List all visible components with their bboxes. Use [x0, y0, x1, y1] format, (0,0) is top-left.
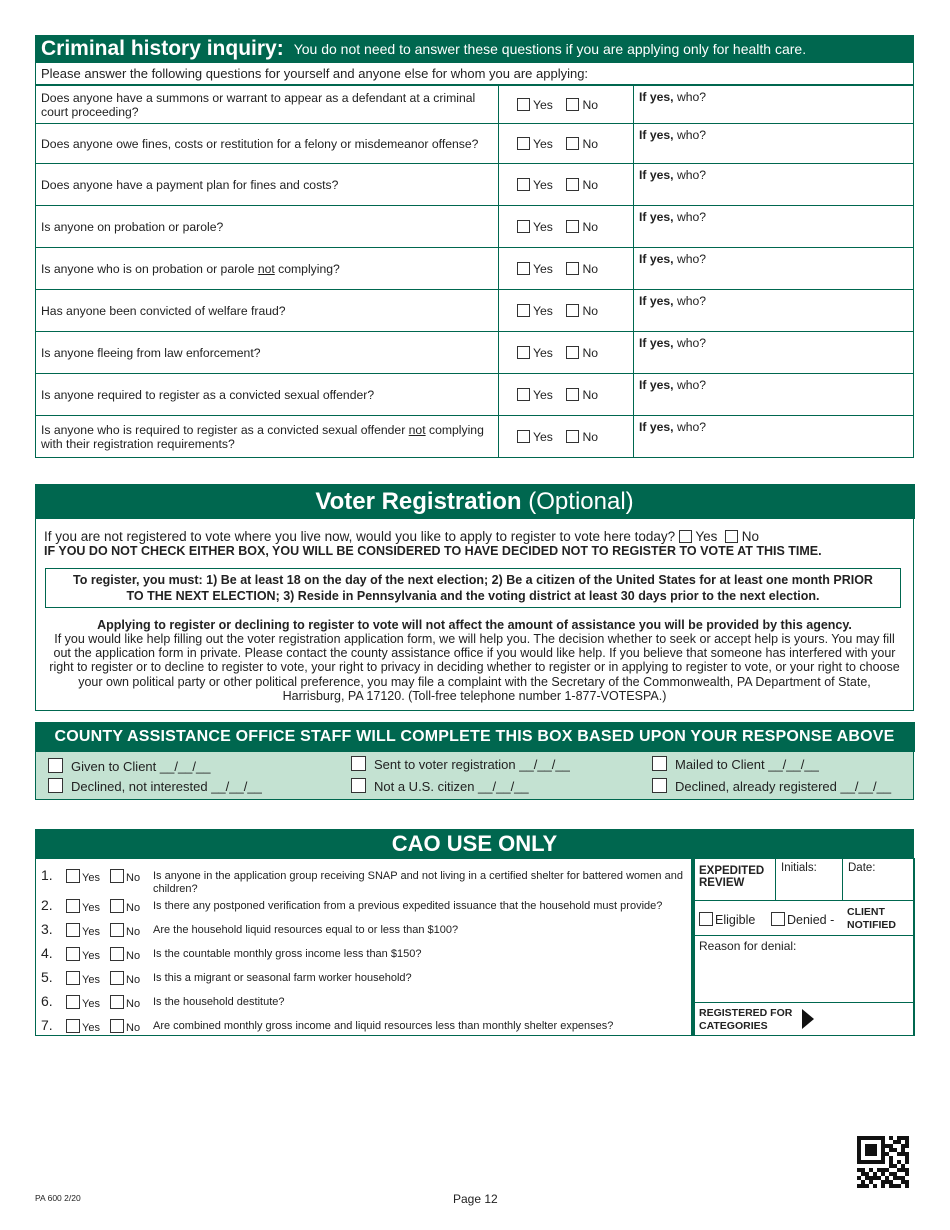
- cao-question-number: 4.: [41, 945, 53, 961]
- cao-no-label: No: [126, 998, 141, 1010]
- denied-label: Denied -: [787, 913, 835, 927]
- denied-checkbox[interactable]: [771, 912, 785, 926]
- eligible-option[interactable]: [699, 912, 755, 927]
- if-yes-label: If yes,: [639, 128, 674, 142]
- criminal-question-row: [36, 124, 914, 164]
- denied-option[interactable]: [771, 912, 834, 927]
- yes-checkbox[interactable]: [517, 304, 530, 317]
- cao-no-checkbox[interactable]: [110, 1019, 124, 1033]
- cao-no-checkbox[interactable]: [110, 869, 124, 883]
- voter-info-paragraph: [36, 618, 913, 704]
- if-yes-who-field[interactable]: [634, 86, 914, 124]
- criminal-question-text: Is anyone on probation or parole?: [36, 206, 499, 248]
- mailed-to-client-item[interactable]: [652, 756, 819, 772]
- county-staff-box: [35, 722, 914, 800]
- cao-no-label: No: [126, 974, 141, 986]
- yes-no-options: [499, 248, 634, 290]
- voter-title-optional: (Optional): [521, 487, 634, 515]
- voter-no-label: No: [741, 528, 759, 544]
- if-yes-label: If yes,: [639, 336, 674, 350]
- if-yes-who-field[interactable]: [634, 290, 914, 332]
- not-us-citizen-label: Not a U.S. citizen __/__/__: [374, 779, 529, 794]
- yes-no-options: [499, 86, 634, 124]
- cao-question-number: 7.: [41, 1017, 53, 1033]
- voter-question: If you are not registered to vote where you live now, would you like to apply to register to vote here today?: [44, 528, 676, 544]
- criminal-question-text: Does anyone have a summons or warrant to appear as a defendant at a criminal court proceeding?: [36, 86, 499, 124]
- no-label: No: [582, 219, 599, 234]
- criminal-question-row: [36, 332, 914, 374]
- if-yes-who-field[interactable]: [634, 248, 914, 290]
- voter-warning: IF YOU DO NOT CHECK EITHER BOX, YOU WILL BE CONSIDERED TO HAVE DECIDED NOT TO REGISTER TO VOTE AT THIS TIME.: [44, 543, 822, 558]
- cao-question-number: 2.: [41, 897, 53, 913]
- yes-label: Yes: [533, 97, 553, 112]
- if-yes-who-field[interactable]: [634, 124, 914, 164]
- criminal-questions-table: [35, 85, 914, 458]
- no-checkbox[interactable]: [566, 98, 579, 111]
- cao-yes-option[interactable]: [66, 899, 100, 914]
- if-yes-label: If yes,: [639, 294, 674, 308]
- no-label: No: [582, 177, 599, 192]
- criminal-question-row: [36, 374, 914, 416]
- yes-label: Yes: [533, 387, 553, 402]
- criminal-question-text: Is anyone who is required to register as a convicted sexual offender not complying with their registration requirements?: [36, 416, 499, 458]
- who-label: who?: [673, 420, 707, 434]
- cao-yes-option[interactable]: [66, 995, 100, 1010]
- yes-checkbox[interactable]: [517, 346, 530, 359]
- who-label: who?: [673, 210, 707, 224]
- mailed-to-client-label: Mailed to Client __/__/__: [675, 757, 819, 772]
- no-label: No: [582, 303, 599, 318]
- criminal-question-row: [36, 290, 914, 332]
- not-us-citizen-item[interactable]: [351, 778, 529, 794]
- cao-question-number: 6.: [41, 993, 53, 1009]
- cao-yes-checkbox[interactable]: [66, 1019, 80, 1033]
- criminal-question-row: [36, 164, 914, 206]
- yes-label: Yes: [533, 136, 553, 151]
- cao-no-option[interactable]: [110, 923, 140, 938]
- declined-not-interested-label: Declined, not interested __/__/__: [71, 779, 262, 794]
- criminal-question-text: Does anyone owe fines, costs or restitution for a felony or misdemeanor offense?: [36, 124, 499, 164]
- sent-to-voter-registration-checkbox[interactable]: [351, 756, 366, 771]
- eligibility-row: [695, 900, 915, 936]
- if-yes-who-field[interactable]: [634, 164, 914, 206]
- no-checkbox[interactable]: [566, 346, 579, 359]
- criminal-question-text: Has anyone been convicted of welfare fraud?: [36, 290, 499, 332]
- voter-yes-checkbox[interactable]: [679, 530, 692, 543]
- expedited-review-label: [695, 858, 776, 901]
- cao-no-label: No: [126, 950, 141, 962]
- no-label: No: [582, 429, 599, 444]
- voter-registration-section: [35, 484, 914, 711]
- mailed-to-client-checkbox[interactable]: [652, 756, 667, 771]
- initials-field[interactable]: [775, 858, 843, 901]
- no-checkbox[interactable]: [566, 220, 579, 233]
- reason-for-denial-field[interactable]: [695, 935, 915, 1003]
- cao-yes-label: Yes: [82, 1022, 100, 1034]
- criminal-question-row: [36, 206, 914, 248]
- no-label: No: [582, 261, 599, 276]
- cao-yes-label: Yes: [82, 872, 100, 884]
- if-yes-who-field[interactable]: [634, 206, 914, 248]
- page-number: Page 12: [453, 1192, 498, 1206]
- cao-no-checkbox[interactable]: [110, 995, 124, 1009]
- no-checkbox[interactable]: [566, 388, 579, 401]
- if-yes-who-field[interactable]: [634, 374, 914, 416]
- cao-no-label: No: [126, 1022, 141, 1034]
- cao-no-option[interactable]: [110, 1019, 140, 1034]
- criminal-history-subtitle: You do not need to answer these questions if you are applying only for health care.: [293, 41, 807, 57]
- who-label: who?: [673, 252, 707, 266]
- voter-no-checkbox[interactable]: [725, 530, 738, 543]
- no-checkbox[interactable]: [566, 304, 579, 317]
- cao-no-option[interactable]: [110, 971, 140, 986]
- cao-yes-checkbox[interactable]: [66, 923, 80, 937]
- criminal-history-intro: Please answer the following questions for yourself and anyone else for whom you are applying:: [35, 63, 914, 85]
- cao-yes-checkbox[interactable]: [66, 947, 80, 961]
- yes-no-options: [499, 290, 634, 332]
- yes-no-options: [499, 416, 634, 458]
- who-label: who?: [673, 168, 707, 182]
- date-label: Date:: [848, 862, 876, 874]
- cao-no-label: No: [126, 902, 141, 914]
- cao-question-number: 3.: [41, 921, 53, 937]
- who-label: who?: [673, 336, 707, 350]
- cao-no-option[interactable]: [110, 947, 140, 962]
- date-field[interactable]: [842, 858, 915, 901]
- cao-question-number: 1.: [41, 867, 53, 883]
- yes-no-options: [499, 332, 634, 374]
- cao-yes-checkbox[interactable]: [66, 899, 80, 913]
- yes-label: Yes: [533, 303, 553, 318]
- declined-not-interested-item[interactable]: [48, 778, 262, 794]
- registered-for-categories-row: [695, 1002, 915, 1036]
- expedited-review-text: EXPEDITED REVIEW: [699, 865, 765, 889]
- cao-yes-option[interactable]: [66, 869, 100, 884]
- eligible-checkbox[interactable]: [699, 912, 713, 926]
- given-to-client-checkbox[interactable]: [48, 758, 63, 773]
- criminal-history-section: [35, 35, 914, 458]
- cao-yes-option[interactable]: [66, 1019, 100, 1034]
- client-notified-label: CLIENT NOTIFIED: [847, 906, 896, 931]
- cao-no-label: No: [126, 872, 141, 884]
- declined-already-registered-checkbox[interactable]: [652, 778, 667, 793]
- cao-yes-label: Yes: [82, 902, 100, 914]
- cao-no-option[interactable]: [110, 995, 140, 1010]
- yes-checkbox[interactable]: [517, 430, 530, 443]
- yes-label: Yes: [533, 261, 553, 276]
- cao-yes-checkbox[interactable]: [66, 995, 80, 1009]
- cao-yes-option[interactable]: [66, 923, 100, 938]
- if-yes-label: If yes,: [639, 210, 674, 224]
- if-yes-label: If yes,: [639, 420, 674, 434]
- no-checkbox[interactable]: [566, 178, 579, 191]
- cao-no-checkbox[interactable]: [110, 923, 124, 937]
- yes-label: Yes: [533, 429, 553, 444]
- declined-already-registered-label: Declined, already registered __/__/__: [675, 779, 892, 794]
- cao-question-text: Is this a migrant or seasonal farm worker household?: [153, 972, 412, 984]
- sent-to-voter-registration-label: Sent to voter registration __/__/__: [374, 757, 570, 772]
- who-label: who?: [673, 90, 707, 104]
- cao-no-option[interactable]: [110, 869, 140, 884]
- yes-checkbox[interactable]: [517, 220, 530, 233]
- who-label: who?: [673, 378, 707, 392]
- criminal-question-row: [36, 416, 914, 458]
- if-yes-who-field[interactable]: [634, 332, 914, 374]
- who-label: who?: [673, 294, 707, 308]
- cao-question-text: Is anyone in the application group receiving SNAP and not living in a certified shelter for battered women and children?: [153, 870, 683, 895]
- no-label: No: [582, 387, 599, 402]
- yes-label: Yes: [533, 345, 553, 360]
- cao-yes-label: Yes: [82, 950, 100, 962]
- cao-use-only-header: CAO USE ONLY: [35, 829, 914, 858]
- if-yes-label: If yes,: [639, 252, 674, 266]
- no-label: No: [582, 97, 599, 112]
- yes-checkbox[interactable]: [517, 137, 530, 150]
- criminal-question-row: [36, 248, 914, 290]
- cao-question-text: Is the household destitute?: [153, 996, 285, 1008]
- cao-yes-option[interactable]: [66, 971, 100, 986]
- yes-label: Yes: [533, 219, 553, 234]
- cao-use-only-section: [35, 858, 914, 1036]
- cao-yes-checkbox[interactable]: [66, 971, 80, 985]
- no-checkbox[interactable]: [566, 137, 579, 150]
- yes-no-options: [499, 124, 634, 164]
- declined-already-registered-item[interactable]: [652, 778, 891, 794]
- criminal-question-text: Is anyone fleeing from law enforcement?: [36, 332, 499, 374]
- given-to-client-item[interactable]: [48, 758, 210, 774]
- no-checkbox[interactable]: [566, 262, 579, 275]
- given-to-client-label: Given to Client __/__/__: [71, 759, 211, 774]
- county-staff-header: COUNTY ASSISTANCE OFFICE STAFF WILL COMPLETE THIS BOX BASED UPON YOUR RESPONSE ABOVE: [35, 722, 915, 752]
- no-checkbox[interactable]: [566, 430, 579, 443]
- qr-code-icon: [857, 1136, 909, 1188]
- initials-label: Initials:: [781, 862, 817, 874]
- if-yes-label: If yes,: [639, 168, 674, 182]
- criminal-history-title: Criminal history inquiry:: [41, 37, 284, 60]
- cao-yes-checkbox[interactable]: [66, 869, 80, 883]
- yes-checkbox[interactable]: [517, 178, 530, 191]
- cao-no-checkbox[interactable]: [110, 971, 124, 985]
- if-yes-label: If yes,: [639, 90, 674, 104]
- cao-no-option[interactable]: [110, 899, 140, 914]
- no-label: No: [582, 136, 599, 151]
- eligible-label: Eligible: [715, 913, 756, 927]
- cao-yes-label: Yes: [82, 998, 100, 1010]
- reason-for-denial-label: Reason for denial:: [699, 939, 797, 953]
- cao-question-text: Are combined monthly gross income and liquid resources less than monthly shelter expenses?: [153, 1020, 614, 1032]
- if-yes-who-field[interactable]: [634, 416, 914, 458]
- cao-no-checkbox[interactable]: [110, 947, 124, 961]
- not-us-citizen-checkbox[interactable]: [351, 778, 366, 793]
- yes-checkbox[interactable]: [517, 388, 530, 401]
- criminal-history-header: [35, 35, 914, 63]
- arrow-right-icon: [801, 1008, 815, 1030]
- voter-yes-label: Yes: [695, 528, 718, 544]
- voter-requirements-box: To register, you must: 1) Be at least 18 on the day of the next election; 2) Be a citizen of the United States for at least one month PRIOR TO THE NEXT ELECTION; 3) Reside in Pennsylvania and the voting district at least 30 days prior to the next election.: [45, 568, 901, 608]
- registered-for-categories-label: REGISTERED FOR CATEGORIES: [699, 1007, 793, 1032]
- voter-registration-header: [35, 484, 915, 519]
- sent-to-voter-registration-item[interactable]: [351, 756, 570, 772]
- cao-question-text: Is the countable monthly gross income less than $150?: [153, 948, 422, 960]
- expedited-review-panel: [691, 858, 915, 1036]
- voter-info-text: If you would like help filling out the voter registration application form, we will help you. The decision whether to seek or accept help is yours. You may fill out the application form in private. Please contact the county assistance office if you would like help. If you believe that someone has interfered with your right to register or to decline to register to vote, your right to privacy in deciding whether to register or in applying to register to vote, or your right to choose your own political party or other political preference, you may file a complaint with the Secretary of the Commonwealth, PA Department of State, Harrisburg, PA 17120. (Toll-free telephone number 1-877-VOTESPA.): [49, 631, 900, 703]
- cao-question-text: Are the household liquid resources equal to or less than $100?: [153, 924, 459, 936]
- cao-yes-option[interactable]: [66, 947, 100, 962]
- declined-not-interested-checkbox[interactable]: [48, 778, 63, 793]
- yes-no-options: [499, 374, 634, 416]
- form-id: PA 600 2/20: [35, 1193, 81, 1203]
- cao-yes-label: Yes: [82, 926, 100, 938]
- cao-question-number: 5.: [41, 969, 53, 985]
- no-label: No: [582, 345, 599, 360]
- cao-yes-label: Yes: [82, 974, 100, 986]
- voter-title: Voter Registration: [315, 487, 522, 515]
- yes-label: Yes: [533, 177, 553, 192]
- cao-no-label: No: [126, 926, 141, 938]
- yes-no-options: [499, 206, 634, 248]
- yes-no-options: [499, 164, 634, 206]
- criminal-question-text: Is anyone who is on probation or parole not complying?: [36, 248, 499, 290]
- voter-info-bold: Applying to register or declining to register to vote will not affect the amount of assistance you will be provided by this agency.: [97, 617, 852, 632]
- yes-checkbox[interactable]: [517, 262, 530, 275]
- who-label: who?: [673, 128, 707, 142]
- criminal-question-text: Is anyone required to register as a convicted sexual offender?: [36, 374, 499, 416]
- if-yes-label: If yes,: [639, 378, 674, 392]
- criminal-question-text: Does anyone have a payment plan for fines and costs?: [36, 164, 499, 206]
- voter-question-line: [44, 529, 913, 544]
- cao-question-text: Is there any postponed verification from a previous expedited issuance that the household must provide?: [153, 900, 663, 912]
- yes-checkbox[interactable]: [517, 98, 530, 111]
- cao-no-checkbox[interactable]: [110, 899, 124, 913]
- criminal-question-row: [36, 86, 914, 124]
